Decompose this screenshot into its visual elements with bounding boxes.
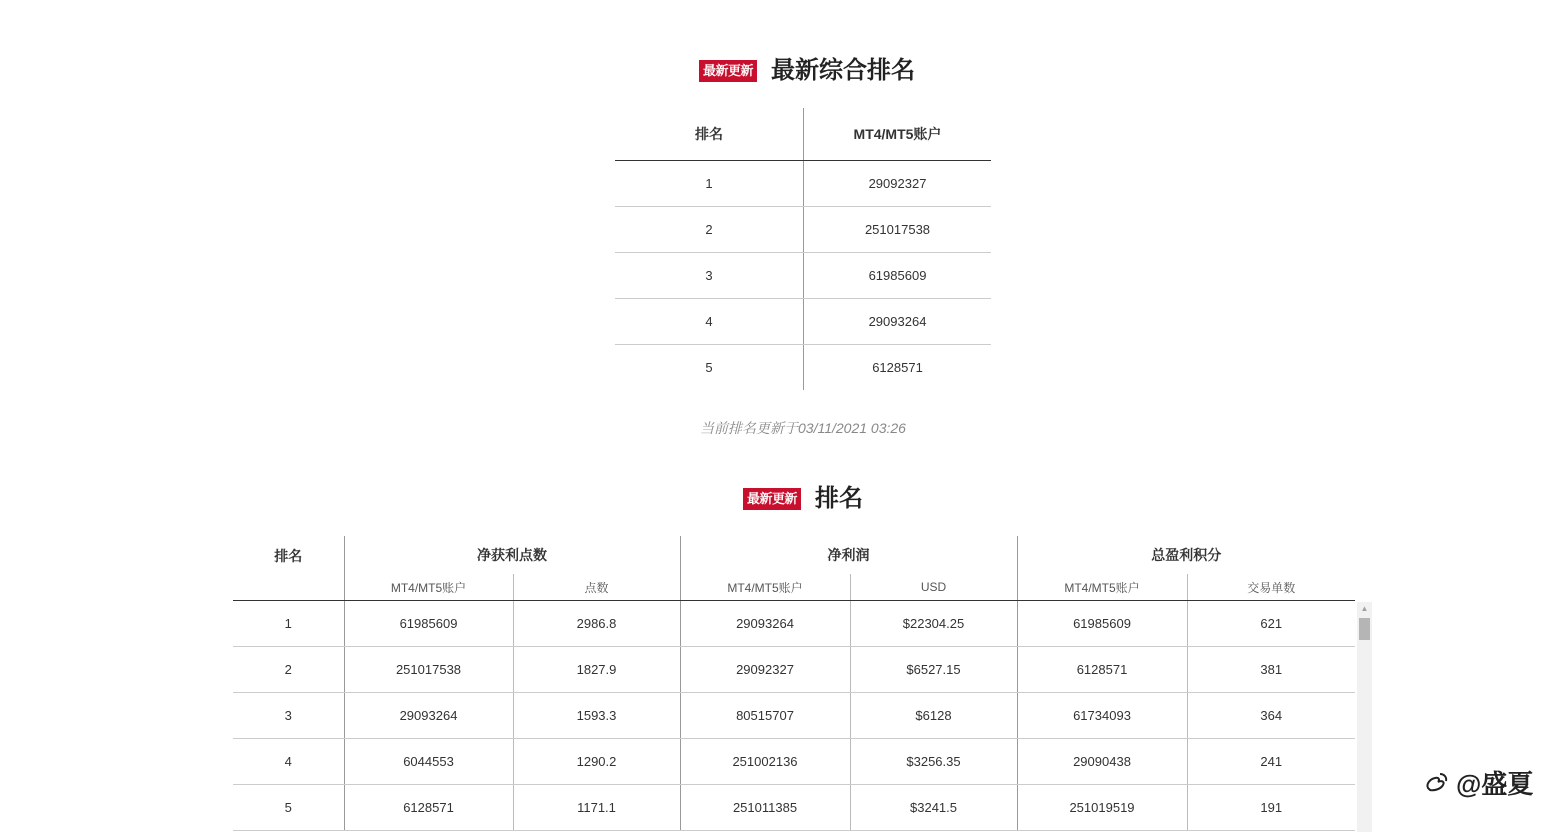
score-trades-header: 交易单数 [1187,574,1355,601]
table-row [615,345,991,391]
section2-header [743,484,863,514]
account-column-header: MT4/MT5账户 [804,108,992,161]
table-row [615,207,991,253]
pips-account-cell: 61985609 [344,601,513,647]
account-cell: 29093264 [804,299,992,345]
total-profit-score-group-header: 总盈利积分 [1151,547,1222,563]
score-trades-cell: 381 [1187,647,1355,693]
rank-cell: 1 [615,161,804,207]
score-trades-cell: 241 [1187,739,1355,785]
rank-cell: 1 [233,601,344,647]
profit-usd-cell: $3241.5 [850,785,1017,831]
score-account-cell: 61734093 [1017,693,1187,739]
profit-account-cell: 251011385 [680,785,850,831]
score-trades-cell: 621 [1187,601,1355,647]
score-account-cell: 251019519 [1017,785,1187,831]
score-account-cell: 29090438 [1017,739,1187,785]
profit-account-cell: 29092327 [680,647,850,693]
profit-account-cell: 251002136 [680,739,850,785]
account-cell: 6128571 [872,360,923,375]
scroll-up-arrow-icon[interactable]: ▲ [1360,604,1369,613]
pips-value-cell: 1290.2 [513,739,680,785]
profit-usd-cell: $6527.15 [850,647,1017,693]
account-cell: 251017538 [804,207,992,253]
category-ranking-table [233,536,1355,831]
pips-value-cell: 1171.1 [513,785,680,831]
table-scrollbar[interactable] [1357,602,1372,832]
net-pips-group-header: 净获利点数 [344,536,680,574]
profit-usd-cell: $3256.35 [850,739,1017,785]
table-row [615,299,991,345]
score-trades-cell: 364 [1187,693,1355,739]
pips-value-cell: 2986.8 [513,601,680,647]
rank-cell: 4 [233,739,344,785]
section2-title: 排名 [815,485,864,512]
rank-column-header: 排名 [615,108,804,161]
weibo-icon [1424,770,1450,796]
table-row [233,601,1355,647]
rank-column-header: 排名 [233,536,344,601]
score-account-cell: 61985609 [1017,601,1187,647]
rank-cell: 3 [233,693,344,739]
rank-cell: 4 [615,299,804,345]
pips-value-cell: 1593.3 [513,693,680,739]
net-profit-group-header: 净利润 [680,536,1017,574]
profit-usd-header: USD [850,574,1017,601]
watermark [1424,764,1533,801]
pips-account-cell: 6128571 [344,785,513,831]
pips-value-header: 点数 [513,574,680,601]
account-cell: 29092327 [804,161,992,207]
rank-cell: 5 [615,345,804,391]
pips-account-cell: 29093264 [344,693,513,739]
table-group-header-row [233,536,1355,574]
profit-usd-cell: $6128 [850,693,1017,739]
table-row [233,647,1355,693]
latest-update-badge: 最新更新 [743,488,801,510]
pips-account-cell: 251017538 [344,647,513,693]
ranking-update-note: 当前排名更新于03/11/2021 03:26 [700,420,906,436]
score-trades-cell: 191 [1187,785,1355,831]
table-row [233,739,1355,785]
pips-account-header: MT4/MT5账户 [344,574,513,601]
table-header-row [615,108,991,161]
section1-title: 最新综合排名 [771,57,916,84]
profit-account-cell: 29093264 [680,601,850,647]
scrollbar-thumb[interactable] [1359,618,1370,640]
watermark-text: @盛夏 [1456,769,1534,799]
ranking-table-container[interactable] [233,536,1355,831]
score-account-cell: 6128571 [1017,647,1187,693]
pips-account-cell: 6044553 [344,739,513,785]
table-row [233,785,1355,831]
profit-usd-cell: $22304.25 [850,601,1017,647]
rank-cell: 3 [615,253,804,299]
account-cell: 61985609 [804,253,992,299]
rank-cell: 2 [233,647,344,693]
table-row [233,693,1355,739]
score-account-header: MT4/MT5账户 [1017,574,1187,601]
profit-account-cell: 80515707 [680,693,850,739]
latest-update-badge: 最新更新 [699,60,757,82]
table-row [615,253,991,299]
overall-ranking-table [615,108,991,390]
table-subheader-row [233,574,1355,601]
rank-cell: 2 [615,207,804,253]
pips-value-cell: 1827.9 [513,647,680,693]
profit-account-header: MT4/MT5账户 [680,574,850,601]
section1-header [699,56,915,86]
table-row [615,161,991,207]
rank-cell: 5 [233,785,344,831]
